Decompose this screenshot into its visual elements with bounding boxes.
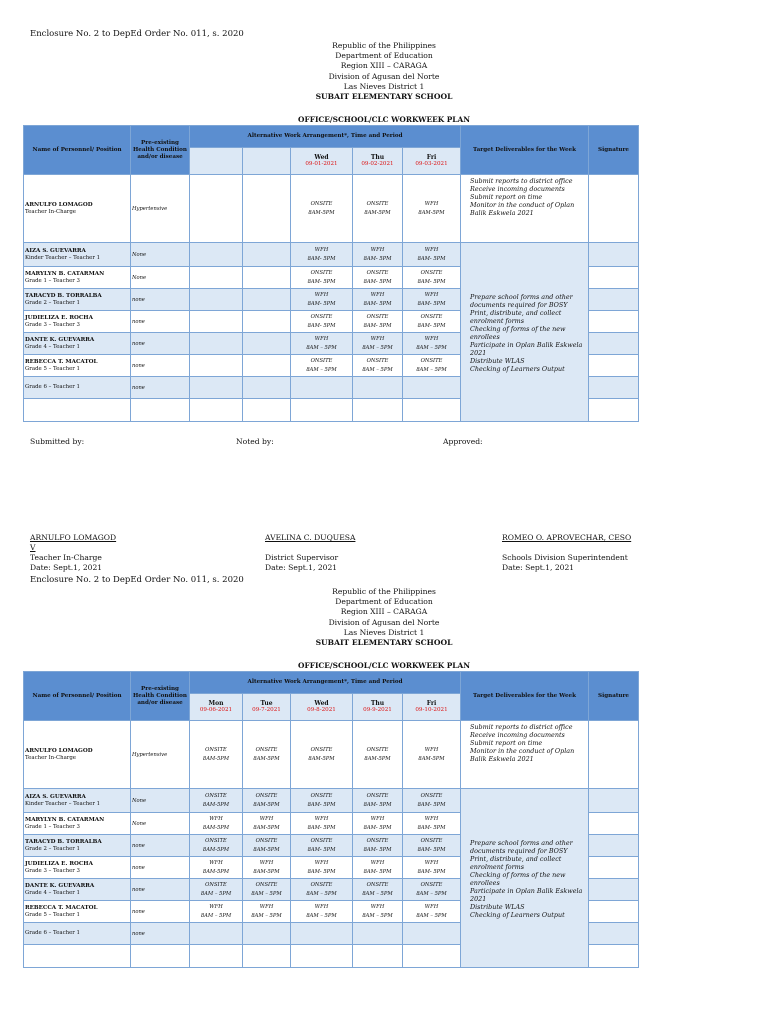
col-header-signature: Signature (589, 672, 639, 721)
school-name: SUBAIT ELEMENTARY SCHOOL (315, 92, 453, 102)
schedule-cell: ONSITE 8AM- 5PM (291, 835, 353, 857)
schedule-cell: ONSITE 8AM-5PM (190, 835, 243, 857)
schedule-cell (190, 175, 243, 243)
personnel-name: TARACYD B. TORRALBA (25, 838, 102, 845)
schedule-cell (190, 333, 243, 355)
col-header-health: Pre-existing Health Condition and/or disease (131, 126, 190, 175)
empty-cell (403, 945, 461, 968)
signatory-title: District Supervisor (265, 553, 339, 562)
schedule-cell (243, 175, 291, 243)
col-header-name: Name of Personnel/ Position (24, 126, 131, 175)
schedule-cell: ONSITE 8AM- 5PM (403, 789, 461, 813)
health-condition-cell: None (131, 267, 190, 289)
empty-cell (243, 399, 291, 422)
personnel-name: AIZA S. GUEVARRA (25, 793, 86, 800)
deliverable-item: • Monitor in the conduct of Oplan Balik Eskwela 2021 (470, 747, 587, 763)
day-date: 09-8-2021 (307, 707, 336, 713)
personnel-cell (24, 289, 131, 311)
signatory-superintendent (502, 533, 631, 573)
letterhead (0, 587, 768, 648)
signatory-date: Date: Sept.1, 2021 (265, 563, 338, 572)
schedule-cell (243, 355, 291, 377)
deliverable-item: • Participate in Oplan Balik Eskwela 2021 (470, 887, 587, 903)
day-header (190, 148, 243, 175)
empty-cell (190, 399, 243, 422)
schedule-cell (243, 923, 291, 945)
day-date: 09-7-2021 (252, 707, 281, 713)
health-condition-cell: none (131, 289, 190, 311)
signatory-teacher (30, 533, 120, 573)
day-header (291, 694, 353, 721)
personnel-position: Grade 4 – Teacher 1 (25, 343, 80, 350)
day-date: 09-06-2021 (199, 707, 233, 713)
personnel-position: Grade 5 – Teacher 1 (25, 911, 80, 918)
personnel-cell (24, 835, 131, 857)
schedule-cell (243, 377, 291, 399)
schedule-cell (243, 243, 291, 267)
schedule-cell: ONSITE 8AM- 5PM (403, 311, 461, 333)
signature-cell (589, 923, 639, 945)
schedule-cell: WFH 8AM – 5PM (353, 333, 403, 355)
schedule-cell (403, 923, 461, 945)
deliverable-item: • Submit reports to district office (470, 177, 587, 185)
letterhead-line: Department of Education (335, 597, 433, 607)
schedule-cell (243, 267, 291, 289)
personnel-name: DANTE K. GUEVARRA (25, 336, 95, 343)
personnel-position: Grade 2 – Teacher 1 (25, 299, 80, 306)
schedule-cell (190, 311, 243, 333)
schedule-cell: ONSITE 8AM – 5PM (403, 355, 461, 377)
schedule-cell (190, 243, 243, 267)
signatory-title: Schools Division Superintendent (502, 553, 628, 562)
deliverable-item: • Receive incoming documents (470, 731, 587, 739)
signature-cell (589, 835, 639, 857)
schedule-cell: WFH 8AM- 5PM (353, 243, 403, 267)
personnel-position: Teacher In-Charge (25, 754, 77, 761)
noted-by-label: Noted by: (236, 437, 274, 446)
schedule-cell (190, 267, 243, 289)
signature-cell (589, 311, 639, 333)
letterhead-line: Region XIII – CARAGA (340, 607, 428, 617)
day-name: Wed (314, 700, 329, 707)
day-name: Thu (370, 154, 385, 161)
schedule-cell: ONSITE 8AM-5PM (291, 721, 353, 789)
signature-cell (589, 813, 639, 835)
schedule-cell (291, 377, 353, 399)
day-header (403, 694, 461, 721)
personnel-cell (24, 813, 131, 835)
schedule-cell: WFH 8AM- 5PM (403, 813, 461, 835)
schedule-cell: ONSITE 8AM-5PM (291, 175, 353, 243)
schedule-cell: ONSITE 8AM- 5PM (291, 267, 353, 289)
schedule-cell: WFH 8AM- 5PM (403, 289, 461, 311)
health-condition-cell: Hypertensive (131, 721, 190, 789)
day-header (403, 148, 461, 175)
personnel-name: REBECCA T. MACATOL (25, 358, 98, 365)
deliverable-item: • Checking of forms of the new enrollees (470, 871, 587, 887)
signatory-supervisor (265, 533, 355, 573)
letterhead-line: Region XIII – CARAGA (340, 61, 428, 71)
signature-cell (589, 243, 639, 267)
schedule-cell: WFH 8AM-5PM (403, 175, 461, 243)
deliverable-item: • Prepare school forms and other documents required for BOSY (470, 293, 587, 309)
schedule-cell (353, 923, 403, 945)
schedule-cell: WFH 8AM- 5PM (403, 243, 461, 267)
schedule-cell (243, 311, 291, 333)
schedule-cell: ONSITE 8AM-5PM (190, 721, 243, 789)
letterhead-line: Republic of the Philippines (332, 587, 436, 596)
personnel-name: ARNULFO LOMAGOD (25, 747, 93, 754)
day-date: 09-03-2021 (415, 161, 448, 167)
personnel-cell (24, 721, 131, 789)
health-condition-cell: none (131, 879, 190, 901)
schedule-cell: ONSITE 8AM-5PM (243, 835, 291, 857)
deliverable-item: • Submit reports to district office (470, 723, 587, 731)
signature-cell (589, 289, 639, 311)
schedule-cell: WFH 8AM – 5PM (291, 901, 353, 923)
schedule-cell: ONSITE 8AM- 5PM (353, 789, 403, 813)
personnel-position: Grade 6 – Teacher 1 (25, 930, 80, 936)
plan-title: OFFICE/SCHOOL/CLC WORKWEEK PLAN (298, 661, 470, 670)
personnel-cell (24, 879, 131, 901)
col-header-deliverables: Target Deliverables for the Week (461, 126, 589, 175)
schedule-cell: WFH 8AM- 5PM (353, 289, 403, 311)
day-date: 09-02-2021 (361, 161, 394, 167)
personnel-cell (24, 923, 131, 945)
personnel-name: DANTE K. GUEVARRA (25, 882, 95, 889)
personnel-cell (24, 243, 131, 267)
deliverable-item: • Submit report on time (470, 193, 587, 201)
signature-cell (589, 333, 639, 355)
empty-cell (131, 945, 190, 968)
health-condition-cell: none (131, 377, 190, 399)
health-condition-cell: None (131, 813, 190, 835)
schedule-cell: WFH 8AM- 5PM (291, 289, 353, 311)
empty-cell (291, 945, 353, 968)
day-name: Fri (426, 700, 437, 707)
schedule-cell: ONSITE 8AM – 5PM (190, 879, 243, 901)
health-condition-cell: none (131, 355, 190, 377)
personnel-name: MARYLYN B. CATARMAN (25, 816, 105, 823)
schedule-cell (190, 377, 243, 399)
schedule-cell (243, 333, 291, 355)
personnel-cell (24, 333, 131, 355)
signature-cell (589, 721, 639, 789)
schedule-cell (190, 355, 243, 377)
health-condition-cell: none (131, 333, 190, 355)
deliverable-item: • Print, distribute, and collect enrolment forms (470, 309, 587, 325)
schedule-cell: WFH 8AM – 5PM (291, 333, 353, 355)
day-header (353, 148, 403, 175)
schedule-cell: ONSITE 8AM – 5PM (291, 355, 353, 377)
signature-cell (589, 879, 639, 901)
personnel-cell (24, 377, 131, 399)
deliverable-item: • Print, distribute, and collect enrolment forms (470, 855, 587, 871)
deliverable-item: • Receive incoming documents (470, 185, 587, 193)
personnel-name: REBECCA T. MACATOL (25, 904, 98, 911)
empty-cell (353, 945, 403, 968)
day-name: Fri (426, 154, 437, 161)
letterhead-line: Division of Agusan del Norte (328, 71, 440, 81)
schedule-cell: ONSITE 8AM- 5PM (291, 311, 353, 333)
table-row (24, 721, 639, 789)
signature-cell (589, 399, 639, 422)
schedule-cell: ONSITE 8AM-5PM (353, 721, 403, 789)
signature-cell (589, 945, 639, 968)
health-condition-cell: None (131, 789, 190, 813)
personnel-cell (24, 311, 131, 333)
health-condition-cell: None (131, 243, 190, 267)
personnel-position: Kinder Teacher – Teacher 1 (25, 800, 101, 807)
schedule-cell (190, 923, 243, 945)
day-date: 09-9-2021 (363, 707, 392, 713)
letterhead-line: Department of Education (335, 51, 433, 61)
schedule-cell (190, 289, 243, 311)
schedule-cell: ONSITE 8AM- 5PM (403, 835, 461, 857)
col-header-arrangement: Alternative Work Arrangement*, Time and Period (190, 126, 461, 148)
personnel-position: Grade 6 – Teacher 1 (25, 384, 80, 390)
personnel-position: Grade 2 – Teacher 1 (25, 845, 80, 852)
personnel-name: JUDIELIZA E. ROCHA (25, 860, 93, 867)
schedule-cell: WFH 8AM- 5PM (353, 857, 403, 879)
day-header (353, 694, 403, 721)
health-condition-cell: none (131, 311, 190, 333)
health-condition-cell: none (131, 835, 190, 857)
col-header-arrangement: Alternative Work Arrangement*, Time and Period (190, 672, 461, 694)
day-date: 09-10-2021 (415, 707, 448, 713)
submitted-by-label: Submitted by: (30, 437, 85, 446)
day-name: Tue (260, 700, 273, 707)
personnel-position: Grade 1 – Teacher 3 (25, 277, 80, 284)
deliverable-item: • Prepare school forms and other documents required for BOSY (470, 839, 587, 855)
personnel-position: Kinder Teacher – Teacher 1 (25, 254, 101, 261)
schedule-cell: WFH 8AM-5PM (403, 721, 461, 789)
schedule-cell (403, 377, 461, 399)
health-condition-cell: none (131, 901, 190, 923)
schedule-cell: ONSITE 8AM-5PM (353, 175, 403, 243)
enclosure-label: Enclosure No. 2 to DepEd Order No. 011, s. 2020 (30, 29, 244, 39)
table-row (24, 789, 639, 813)
letterhead-line: Las Nieves District 1 (343, 81, 425, 91)
signature-cell (589, 355, 639, 377)
personnel-position: Grade 5 – Teacher 1 (25, 365, 80, 372)
letterhead-line: Republic of the Philippines (332, 41, 436, 50)
schedule-cell: ONSITE 8AM- 5PM (353, 311, 403, 333)
schedule-cell: ONSITE 8AM – 5PM (291, 879, 353, 901)
deliverable-item: • Distribute WLAS (470, 903, 587, 911)
deliverables-cell (461, 721, 589, 789)
empty-cell (353, 399, 403, 422)
deliverables-cell (461, 243, 589, 422)
deliverable-item: • Participate in Oplan Balik Eskwela 2021 (470, 341, 587, 357)
deliverable-item: • Checking of Learners Output (470, 911, 587, 919)
health-condition-cell: Hypertensive (131, 175, 190, 243)
schedule-cell: WFH 8AM- 5PM (291, 857, 353, 879)
workweek-plan-table (23, 671, 639, 968)
enclosure-label: Enclosure No. 2 to DepEd Order No. 011, s. 2020 (30, 575, 244, 585)
schedule-cell: WFH 8AM – 5PM (403, 901, 461, 923)
schedule-cell: ONSITE 8AM- 5PM (353, 267, 403, 289)
table-row (24, 175, 639, 243)
personnel-position: Grade 3 – Teacher 3 (25, 867, 80, 874)
signatory-title: Teacher In-Charge (30, 553, 102, 562)
schedule-cell: ONSITE 8AM- 5PM (403, 267, 461, 289)
schedule-cell (353, 377, 403, 399)
schedule-cell: ONSITE 8AM – 5PM (353, 879, 403, 901)
deliverable-item: • Checking of forms of the new enrollees (470, 325, 587, 341)
deliverables-cell (461, 789, 589, 968)
personnel-position: Grade 1 – Teacher 3 (25, 823, 80, 830)
signature-cell (589, 857, 639, 879)
day-header (291, 148, 353, 175)
signature-cell (589, 175, 639, 243)
day-name: Mon (208, 700, 224, 707)
table-row (24, 243, 639, 267)
plan-title: OFFICE/SCHOOL/CLC WORKWEEK PLAN (298, 115, 470, 124)
col-header-name: Name of Personnel/ Position (24, 672, 131, 721)
day-date: 09-01-2021 (305, 161, 338, 167)
col-header-health: Pre-existing Health Condition and/or disease (131, 672, 190, 721)
schedule-cell: ONSITE 8AM- 5PM (353, 835, 403, 857)
day-header (243, 694, 291, 721)
schedule-cell: ONSITE 8AM – 5PM (353, 355, 403, 377)
empty-cell (243, 945, 291, 968)
schedule-cell: WFH 8AM- 5PM (291, 243, 353, 267)
personnel-name: JUDIELIZA E. ROCHA (25, 314, 93, 321)
schedule-cell: WFH 8AM-5PM (243, 857, 291, 879)
approved-label: Approved: (443, 437, 483, 446)
day-name: Wed (314, 154, 329, 161)
signature-cell (589, 377, 639, 399)
deliverable-item: • Monitor in the conduct of Oplan Balik Eskwela 2021 (470, 201, 587, 217)
personnel-name: ARNULFO LOMAGOD (25, 201, 93, 208)
schedule-cell: WFH 8AM – 5PM (403, 333, 461, 355)
signatory-date: Date: Sept.1, 2021 (502, 563, 575, 572)
signatory-name: ROMEO O. APROVECHAR, CESO (502, 533, 632, 542)
schedule-cell: WFH 8AM – 5PM (190, 901, 243, 923)
signature-cell (589, 267, 639, 289)
schedule-cell: WFH 8AM-5PM (190, 857, 243, 879)
personnel-position: Grade 3 – Teacher 3 (25, 321, 80, 328)
personnel-cell (24, 901, 131, 923)
signature-cell (589, 901, 639, 923)
empty-cell (131, 399, 190, 422)
schedule-cell: WFH 8AM- 5PM (353, 813, 403, 835)
col-header-signature: Signature (589, 126, 639, 175)
signatory-date: Date: Sept.1, 2021 (30, 563, 103, 572)
personnel-name: MARYLYN B. CATARMAN (25, 270, 105, 277)
workweek-plan-table (23, 125, 639, 422)
empty-cell (24, 945, 131, 968)
empty-cell (24, 399, 131, 422)
personnel-cell (24, 857, 131, 879)
schedule-cell: WFH 8AM – 5PM (243, 901, 291, 923)
schedule-cell: ONSITE 8AM-5PM (243, 789, 291, 813)
schedule-cell: WFH 8AM – 5PM (353, 901, 403, 923)
schedule-cell: WFH 8AM- 5PM (291, 813, 353, 835)
health-condition-cell: none (131, 923, 190, 945)
personnel-position: Teacher In-Charge (25, 208, 77, 215)
personnel-cell (24, 789, 131, 813)
schedule-cell (291, 923, 353, 945)
schedule-cell: ONSITE 8AM-5PM (243, 721, 291, 789)
signature-cell (589, 789, 639, 813)
deliverables-cell (461, 175, 589, 243)
personnel-name: TARACYD B. TORRALBA (25, 292, 102, 299)
signatory-name: AVELINA C. DUQUESA (265, 533, 356, 542)
day-name: Thu (370, 700, 385, 707)
schedule-cell: ONSITE 8AM-5PM (190, 789, 243, 813)
day-header (190, 694, 243, 721)
deliverable-item: • Distribute WLAS (470, 357, 587, 365)
deliverable-item: • Submit report on time (470, 739, 587, 747)
health-condition-cell: none (131, 857, 190, 879)
deliverable-item: • Checking of Learners Output (470, 365, 587, 373)
school-name: SUBAIT ELEMENTARY SCHOOL (315, 638, 453, 648)
schedule-cell (243, 289, 291, 311)
personnel-cell (24, 175, 131, 243)
empty-cell (190, 945, 243, 968)
schedule-cell: ONSITE 8AM – 5PM (403, 879, 461, 901)
empty-cell (291, 399, 353, 422)
day-header (243, 148, 291, 175)
schedule-cell: WFH 8AM-5PM (190, 813, 243, 835)
personnel-cell (24, 355, 131, 377)
signatory-name: ARNULFO LOMAGOD V (30, 533, 117, 552)
personnel-position: Grade 4 – Teacher 1 (25, 889, 80, 896)
letterhead-line: Division of Agusan del Norte (328, 617, 440, 627)
personnel-name: AIZA S. GUEVARRA (25, 247, 86, 254)
schedule-cell: ONSITE 8AM – 5PM (243, 879, 291, 901)
schedule-cell: ONSITE 8AM- 5PM (291, 789, 353, 813)
letterhead-line: Las Nieves District 1 (343, 627, 425, 637)
personnel-cell (24, 267, 131, 289)
empty-cell (403, 399, 461, 422)
col-header-deliverables: Target Deliverables for the Week (461, 672, 589, 721)
schedule-cell: WFH 8AM- 5PM (403, 857, 461, 879)
letterhead (0, 41, 768, 102)
schedule-cell: WFH 8AM-5PM (243, 813, 291, 835)
